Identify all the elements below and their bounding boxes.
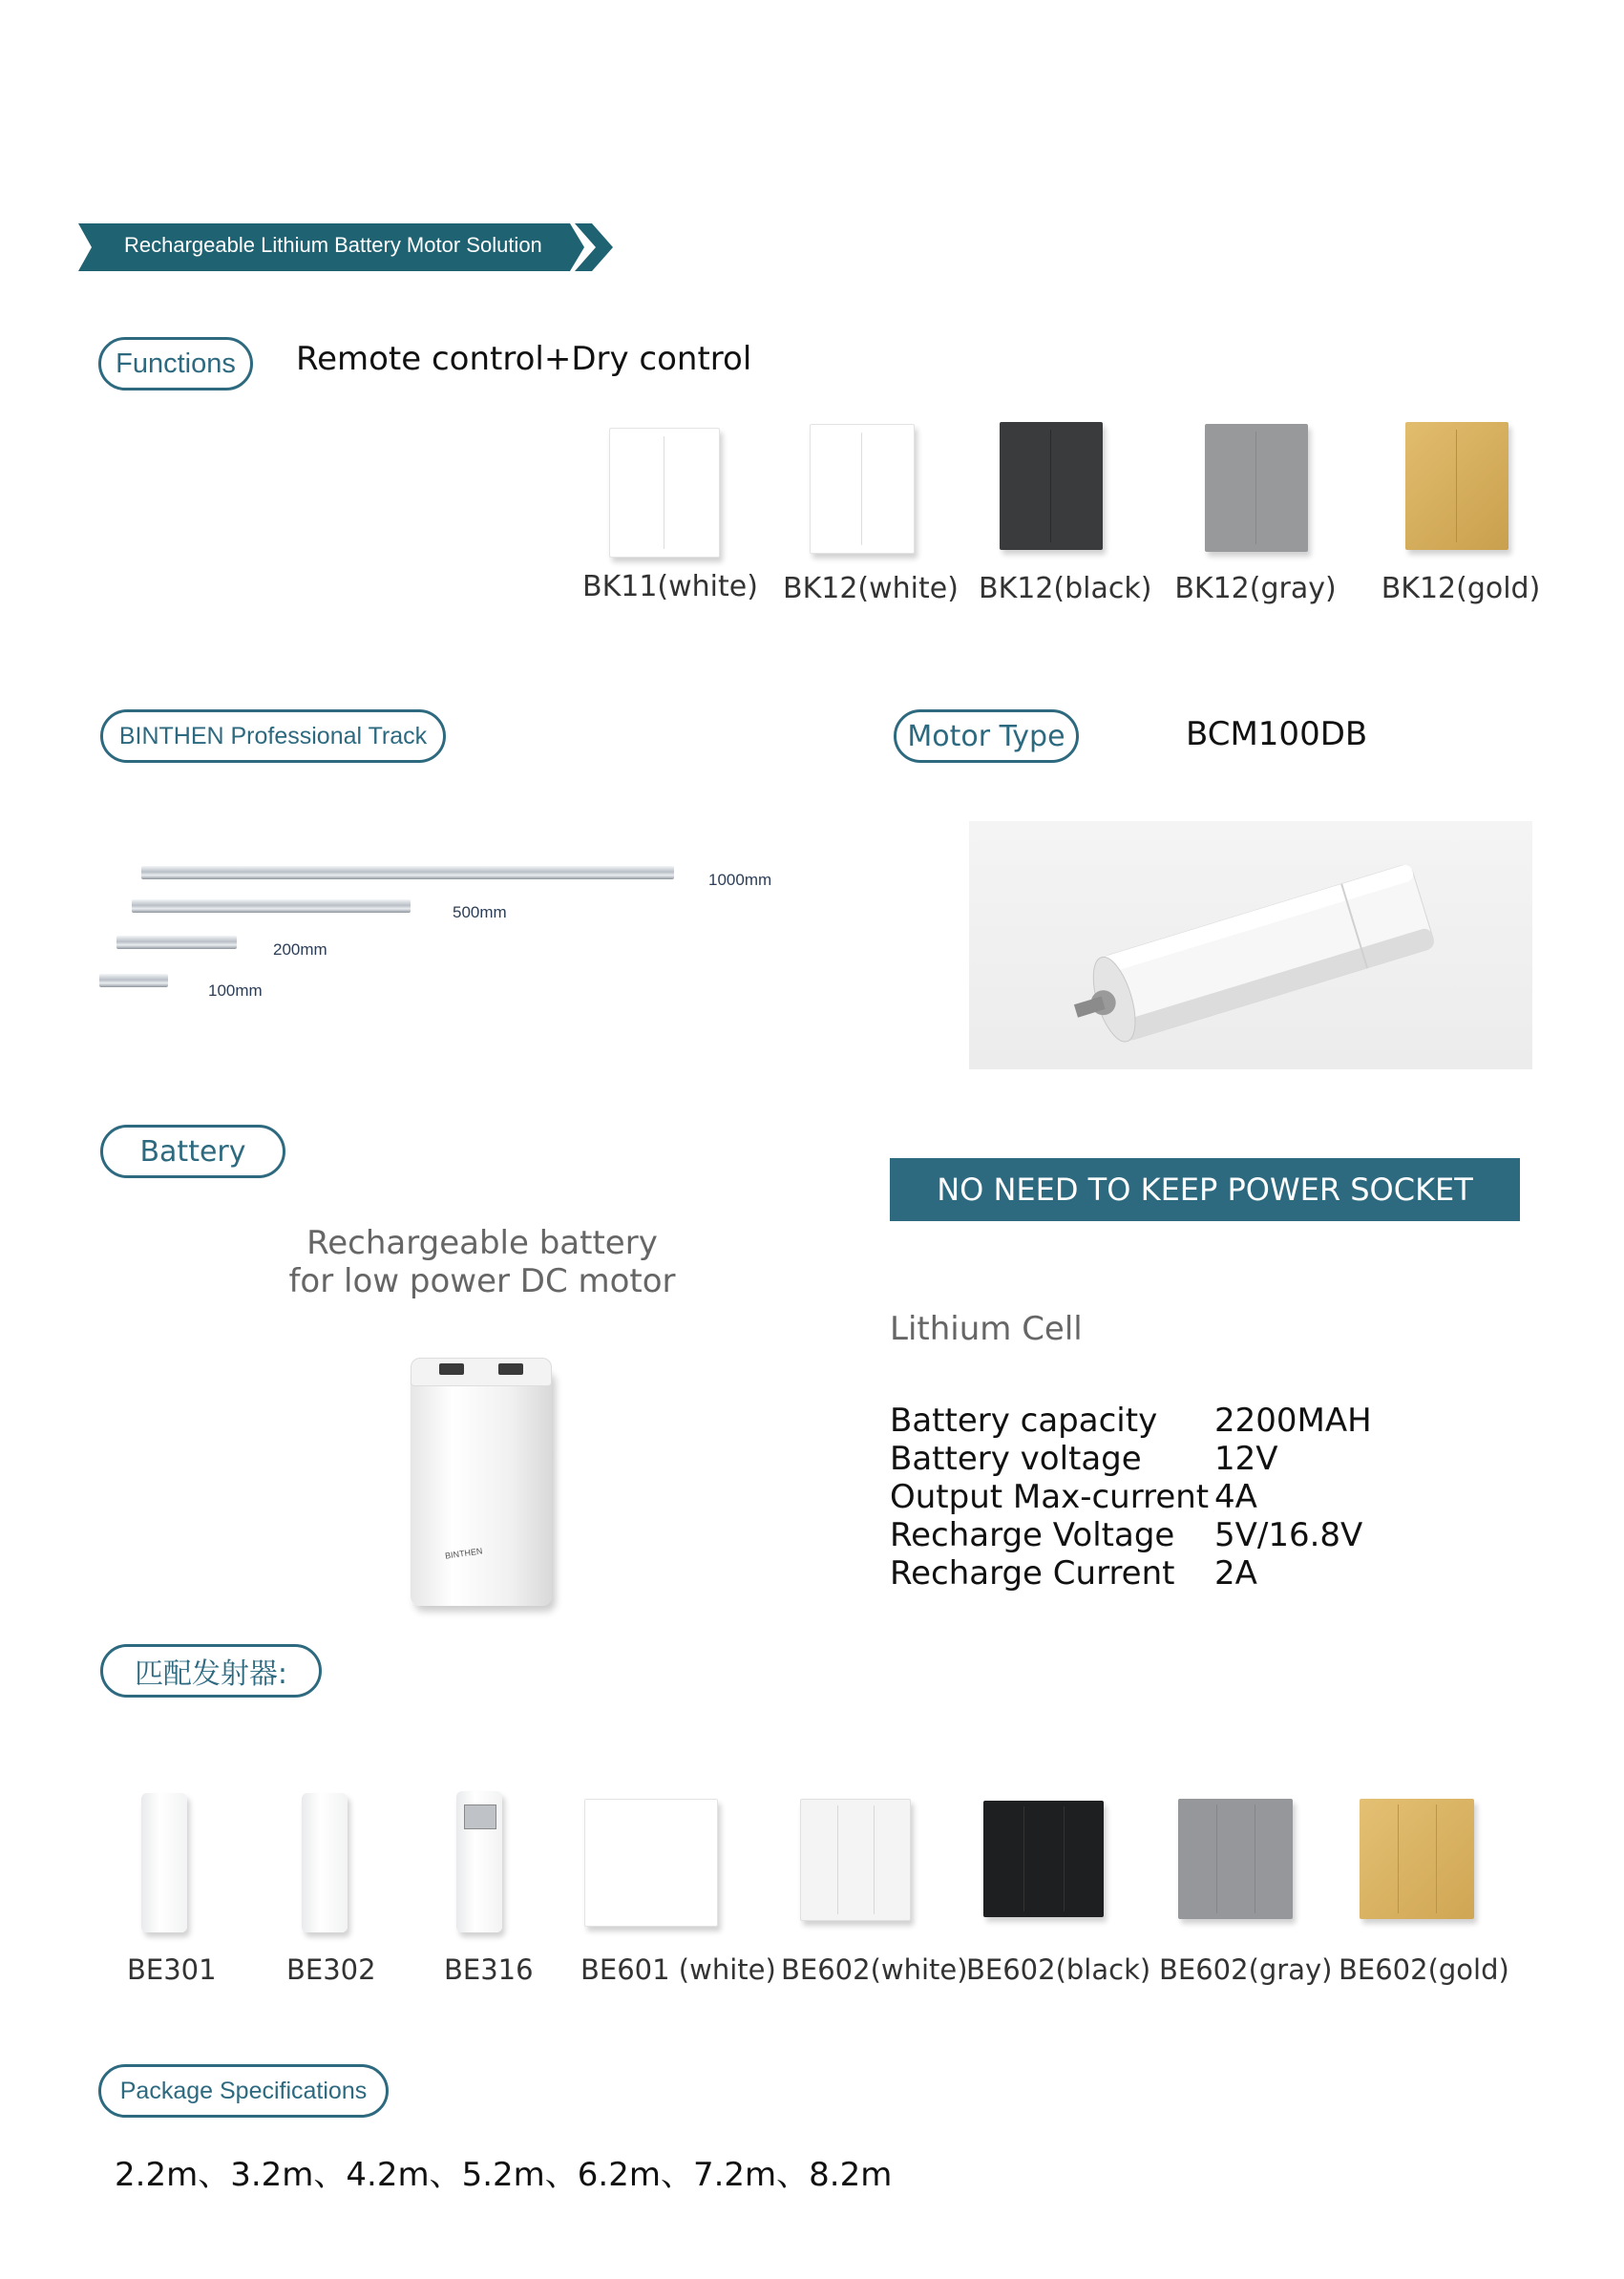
remote-image-be301 (141, 1793, 187, 1932)
motor-image (969, 821, 1532, 1069)
switch-image-bk11-white (609, 428, 720, 558)
switch-image-bk12-black (1000, 422, 1103, 550)
track-length-label: 200mm (273, 940, 327, 959)
switch-image-bk12-gray (1205, 424, 1308, 552)
transmitter-caption: BE602(gold) (1339, 1953, 1509, 1986)
spec-value: 2200MAH (1214, 1402, 1372, 1440)
banner-title: Rechargeable Lithium Battery Motor Solution (124, 233, 542, 257)
switch-image-be602-gold (1360, 1799, 1474, 1919)
package-value: 2.2m、3.2m、4.2m、5.2m、6.2m、7.2m、8.2m (115, 2156, 893, 2194)
track-label: BINTHEN Professional Track (100, 709, 446, 763)
transmitter-caption: BE601 (white) (580, 1953, 776, 1986)
spec-key: Output Max-current (890, 1478, 1210, 1516)
lithium-cell-title: Lithium Cell (890, 1310, 1083, 1348)
spec-row (890, 1554, 1372, 1593)
motor-type-label: Motor Type (894, 709, 1079, 763)
switch-image-be602-white (800, 1799, 911, 1921)
battery-brand: BINTHEN (444, 1546, 484, 1561)
track-length-label: 500mm (453, 903, 507, 921)
track-100mm (99, 974, 168, 987)
package-label: Package Specifications (98, 2064, 389, 2118)
transmitter-caption: BE302 (286, 1953, 376, 1986)
spec-row (890, 1478, 1372, 1516)
spec-row (890, 1402, 1372, 1440)
spec-key: Battery voltage (890, 1440, 1142, 1478)
switch-image-be601-white (584, 1799, 718, 1927)
switch-caption: BK11(white) (582, 570, 758, 603)
spec-list (890, 1402, 1372, 1593)
track-length-label: 1000mm (708, 871, 772, 889)
battery-description (286, 1224, 678, 1300)
switch-caption: BK12(gold) (1381, 572, 1541, 605)
spec-key: Recharge Current (890, 1554, 1175, 1593)
remote-image-be316 (456, 1791, 502, 1932)
spec-value: 12V (1214, 1440, 1278, 1478)
battery-label: Battery (100, 1125, 285, 1178)
socket-banner-text: NO NEED TO KEEP POWER SOCKET (937, 1171, 1473, 1208)
switch-caption: BK12(black) (979, 572, 1152, 605)
transmitter-caption: BE301 (127, 1953, 217, 1986)
switch-caption: BK12(white) (783, 572, 959, 605)
track-length-label: 100mm (208, 981, 263, 1000)
spec-value: 5V/16.8V (1214, 1516, 1363, 1554)
spec-key: Battery capacity (890, 1402, 1158, 1440)
switch-image-be602-gray (1178, 1799, 1293, 1919)
battery-desc-line2: for low power DC motor (288, 1262, 676, 1300)
spec-value: 4A (1214, 1478, 1257, 1516)
switch-image-bk12-white (810, 424, 915, 554)
spec-row (890, 1516, 1372, 1554)
switch-caption: BK12(gray) (1174, 572, 1337, 605)
socket-banner (890, 1158, 1520, 1221)
transmitter-caption: BE602(white) (781, 1953, 968, 1986)
battery-image (411, 1358, 554, 1606)
transmitters-label: 匹配发射器: (100, 1644, 322, 1698)
battery-desc-line1: Rechargeable battery (306, 1224, 658, 1262)
spec-key: Recharge Voltage (890, 1516, 1175, 1554)
switch-image-bk12-gold (1405, 422, 1508, 550)
spec-value: 2A (1214, 1554, 1257, 1593)
transmitter-caption: BE602(black) (966, 1953, 1151, 1986)
track-500mm (132, 899, 411, 913)
functions-label: Functions (98, 337, 253, 390)
transmitter-caption: BE602(gray) (1159, 1953, 1333, 1986)
motor-type-value: BCM100DB (1186, 715, 1368, 753)
functions-value: Remote control+Dry control (296, 340, 752, 378)
track-1000mm (141, 866, 674, 879)
track-200mm (116, 936, 237, 949)
switch-image-be602-black (983, 1801, 1104, 1917)
transmitter-caption: BE316 (444, 1953, 534, 1986)
spec-row (890, 1440, 1372, 1478)
remote-image-be302 (302, 1793, 348, 1932)
